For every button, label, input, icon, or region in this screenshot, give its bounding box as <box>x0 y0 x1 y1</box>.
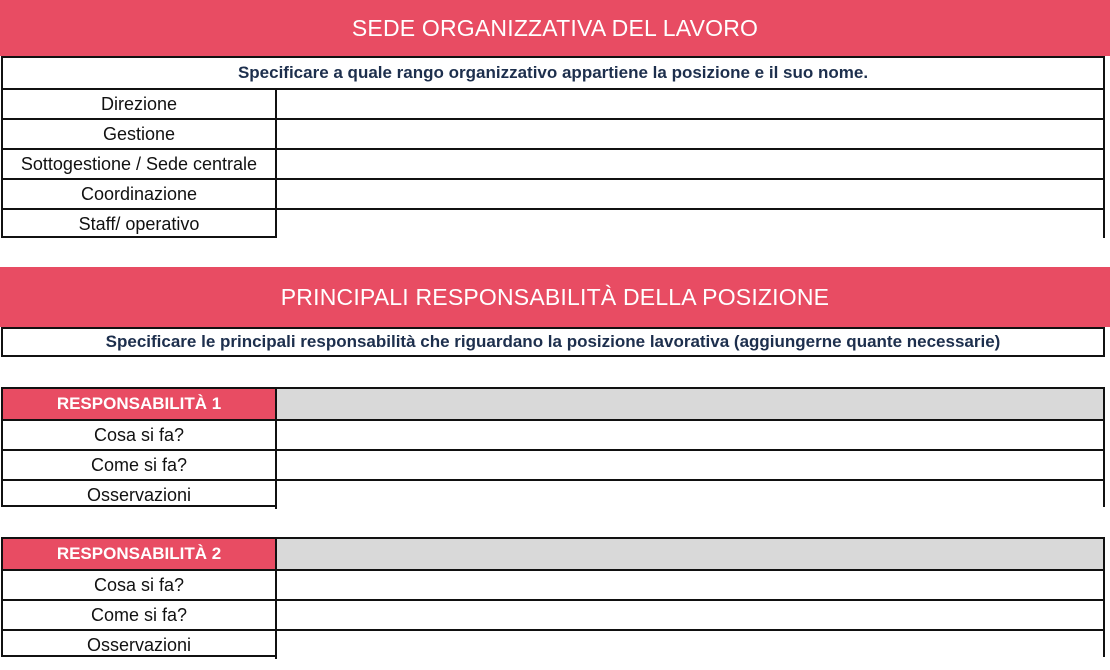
osservazioni-input[interactable] <box>277 481 1103 509</box>
responsibility-header: RESPONSABILITÀ 2 <box>3 539 277 569</box>
osservazioni-input[interactable] <box>277 631 1103 659</box>
section-title-responsabilita <box>0 267 1110 327</box>
table-row <box>3 569 1103 599</box>
section-title-text: SEDE ORGANIZZATIVA DEL LAVORO <box>351 14 759 41</box>
sottogestione-input[interactable] <box>277 150 1103 178</box>
table-row <box>3 539 1103 569</box>
organizational-rank-instructions: Specificare a quale rango organizzativo appartiene la posizione e il suo nome. <box>237 63 869 82</box>
table-row <box>3 389 1103 419</box>
row-label: Direzione <box>3 90 277 118</box>
responsibility-2-title-input[interactable] <box>277 539 1103 569</box>
row-label: Coordinazione <box>3 180 277 208</box>
row-label: Staff/ operativo <box>3 210 277 238</box>
come-si-fa-input[interactable] <box>277 451 1103 479</box>
cosa-si-fa-input[interactable] <box>277 421 1103 449</box>
coordinazione-input[interactable] <box>277 180 1103 208</box>
table-row <box>3 629 1103 659</box>
row-label: Cosa si fa? <box>3 571 277 599</box>
responsibility-1-table <box>1 387 1105 507</box>
section-title-sede <box>0 0 1110 56</box>
staff-operativo-input[interactable] <box>277 210 1103 238</box>
row-label: Come si fa? <box>3 601 277 629</box>
row-label: Cosa si fa? <box>3 421 277 449</box>
table-row <box>3 88 1103 118</box>
cosa-si-fa-input[interactable] <box>277 571 1103 599</box>
responsibility-header: RESPONSABILITÀ 1 <box>3 389 277 419</box>
gestione-input[interactable] <box>277 120 1103 148</box>
table-row <box>3 419 1103 449</box>
table-row <box>3 449 1103 479</box>
row-label: Osservazioni <box>3 631 277 659</box>
responsibilities-instructions-box <box>1 327 1105 357</box>
come-si-fa-input[interactable] <box>277 601 1103 629</box>
table-row <box>3 599 1103 629</box>
row-label: Sottogestione / Sede centrale <box>3 150 277 178</box>
direzione-input[interactable] <box>277 90 1103 118</box>
table-row <box>3 479 1103 509</box>
table-row <box>3 148 1103 178</box>
table-row <box>3 208 1103 238</box>
table-row <box>3 118 1103 148</box>
row-label: Come si fa? <box>3 451 277 479</box>
organizational-rank-table <box>1 56 1105 238</box>
table-row <box>3 178 1103 208</box>
responsibilities-instructions: Specificare le principali responsabilità che riguardano la posizione lavorativa (aggiungerne quante necessarie) <box>105 332 1001 351</box>
section-title-text: PRINCIPALI RESPONSABILITÀ DELLA POSIZIONE <box>280 283 830 310</box>
responsibility-2-table <box>1 537 1105 657</box>
row-label: Osservazioni <box>3 481 277 509</box>
responsibility-1-title-input[interactable] <box>277 389 1103 419</box>
row-label: Gestione <box>3 120 277 148</box>
